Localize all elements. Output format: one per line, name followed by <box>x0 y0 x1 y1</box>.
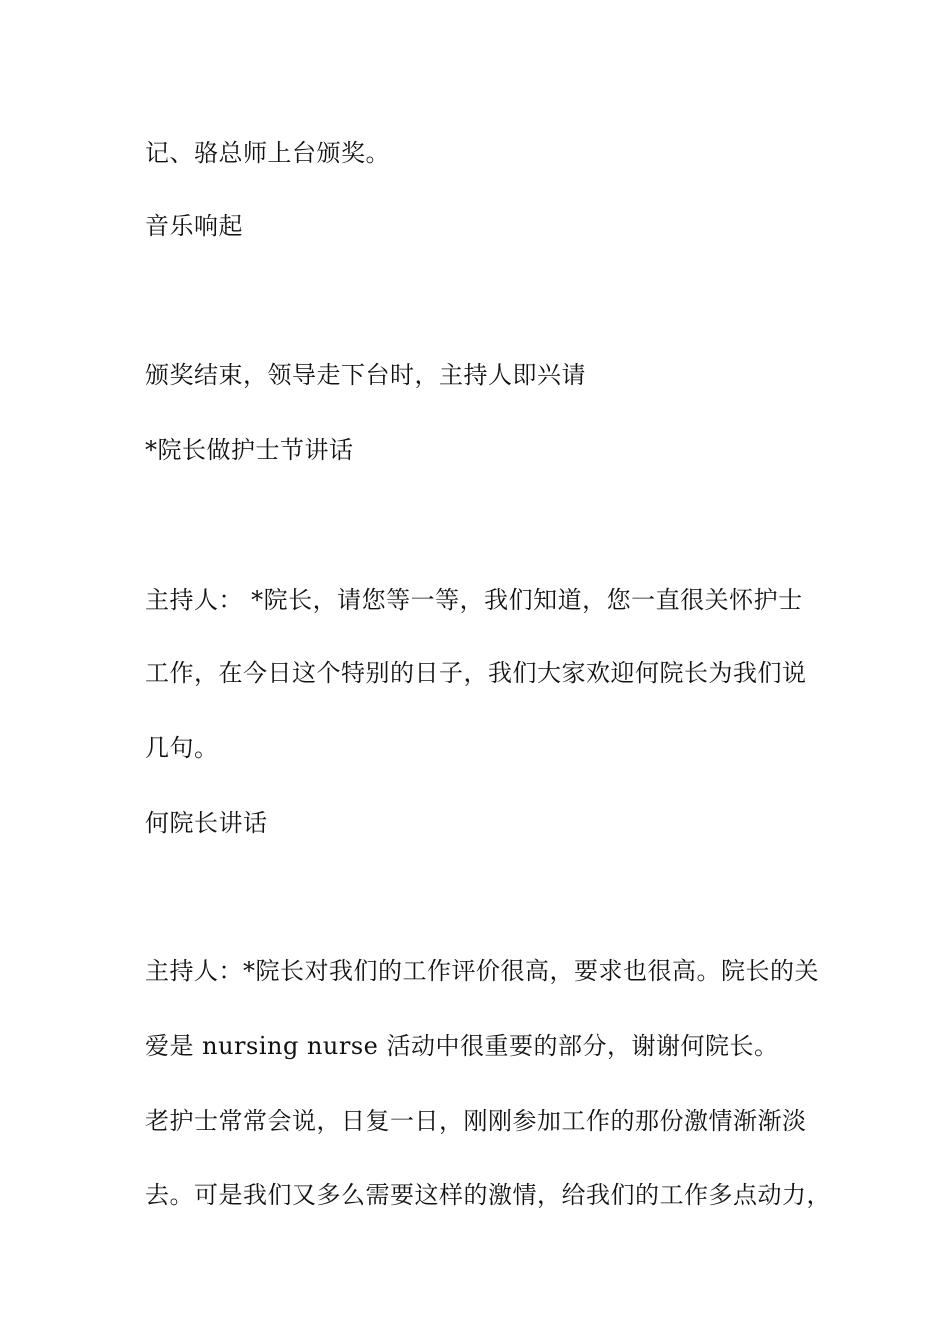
text-line: 几句。 <box>145 734 219 762</box>
text-line: 爱是 nursing nurse 活动中很重要的部分，谢谢何院长。 <box>145 1032 779 1060</box>
text-line: 颁奖结束，领导走下台时，主持人即兴请 <box>145 361 586 389</box>
text-line: 何院长讲话 <box>145 809 268 837</box>
text-line: 去。可是我们又多么需要这样的激情，给我们的工作多点动力， <box>145 1181 831 1209</box>
text-line: 工作，在今日这个特别的日子，我们大家欢迎何院长为我们说 <box>145 659 807 687</box>
text-line: 老护士常常会说，日复一日，刚刚参加工作的那份激情渐渐淡 <box>145 1107 807 1135</box>
text-line: 主持人：*院长对我们的工作评价很高，要求也很高。院长的关 <box>145 957 819 985</box>
text-line: 主持人： *院长，请您等一等，我们知道，您一直很关怀护士 <box>145 586 803 614</box>
text-line: 音乐响起 <box>145 212 243 240</box>
text-line: 记、骆总师上台颁奖。 <box>145 139 390 167</box>
text-line: *院长做护士节讲话 <box>145 436 354 464</box>
